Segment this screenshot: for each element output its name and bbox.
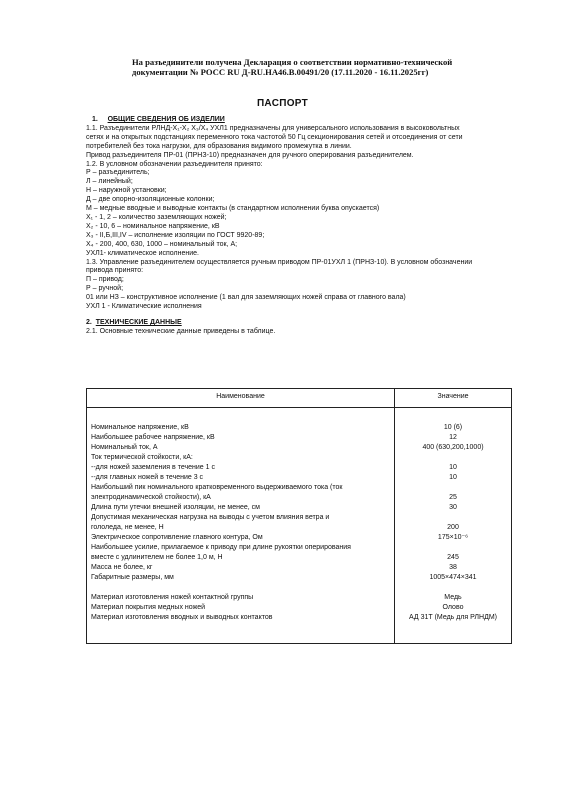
section-1-text [86, 125, 506, 312]
section-1-line: X₃ - II,Б,III,IV – исполнение изоляции по ГОСТ 9920-89; [86, 231, 265, 239]
section-1-line: П – привод; [86, 276, 124, 284]
section-2-heading [86, 319, 506, 328]
document-body [86, 116, 506, 337]
section-1-line: 1.2. В условном обозначении разъединителя принято: [86, 160, 263, 168]
parameter-value: 30 [449, 504, 457, 511]
parameter-name: Наибольшее рабочее напряжение, кВ [91, 434, 215, 441]
table-row [87, 553, 511, 563]
parameter-name: электродинамической стойкости), кА [91, 494, 211, 501]
parameter-name: Ток термической стойкости, кА: [91, 454, 193, 461]
table-row [87, 543, 511, 553]
parameter-value: 200 [447, 524, 459, 531]
section-1-line: Д – две опорно-изоляционные колонки; [86, 196, 215, 204]
section-1-line: УХЛ 1 - Климатические исполнения [86, 303, 202, 311]
parameter-name: Материал изготовления вводных и выводных контактов [91, 614, 273, 621]
table-row [87, 573, 511, 583]
parameter-value: 245 [447, 554, 459, 561]
section-1-line: сетях и на открытых подстанциях переменного тока частотой 50 Гц секционирования сетей и отсоединения от сети [86, 133, 463, 141]
section-1-line: 1.1. Разъединители РЛНД-X₁-X₂ X₃/X₄ УХЛ1 предназначены для универсального использования в высоковольтных [86, 124, 460, 132]
table-row [87, 563, 511, 573]
section-1-line: Н – наружной установки; [86, 187, 167, 195]
section-1-line: потребителей без тока нагрузки, для образования видимого промежутка в линии. [86, 142, 352, 150]
table-row [87, 433, 511, 443]
parameter-value: 1005×474×341 [429, 574, 477, 581]
parameter-value: 10 [449, 474, 457, 481]
section-2-number: 2. [86, 318, 92, 326]
parameter-name: Наибольший пик номинального кратковременного выдерживаемого тока (ток [91, 484, 343, 491]
column-header-name: Наименование [216, 393, 265, 400]
declaration-note [132, 57, 512, 77]
section-1-line: Р – разъединитель; [86, 169, 150, 177]
section-1-line: X₁ - 1, 2 – количество заземляющих ножей; [86, 213, 227, 221]
declaration-line-2: документации № РОСС RU Д-RU.НА46.В.00491/20 (17.11.2020 - 16.11.2025гг) [132, 67, 429, 77]
parameter-value: Медь [444, 594, 462, 601]
table-row [87, 423, 511, 433]
section-1-line: Р – ручной; [86, 285, 124, 293]
parameter-name: Материал покрытия медных ножей [91, 604, 206, 611]
section-2-title: ТЕХНИЧЕСКИЕ ДАННЫЕ [95, 318, 182, 326]
section-1-heading [86, 116, 506, 125]
section-2-intro: 2.1. Основные технические данные приведены в таблице. [86, 327, 276, 335]
parameter-name: Допустимая механическая нагрузка на выводы с учетом влияния ветра и [91, 514, 330, 521]
parameter-value: Олово [442, 604, 464, 611]
section-1-line: 01 или НЗ – конструктивное исполнение (1 вал для заземляющих ножей справа от главного вала) [86, 294, 406, 302]
section-1-line: Привод разъединителя ПР-01 (ПРНЗ-10) предназначен для ручного оперирования разъединителем. [86, 151, 414, 159]
parameter-name: Номинальное напряжение, кВ [91, 424, 189, 431]
table-row [87, 513, 511, 523]
table-row [87, 483, 511, 493]
section-1-line: Л – линейный; [86, 178, 133, 186]
section-1-line: 1.3. Управление разъединителем осуществляется ручным приводом ПР-01УХЛ 1 (ПРНЗ-10). В условном обозначении [86, 258, 473, 266]
parameter-name: --для ножей заземления в течение 1 с [91, 464, 215, 471]
section-1-line: УХЛ1- климатическое исполнение. [86, 249, 199, 257]
table-row [87, 593, 511, 603]
parameter-value: 10 (6) [443, 424, 463, 431]
parameter-value: 400 (630,200,1000) [422, 444, 484, 451]
parameter-name: вместе с удлинителем не более 1,0 м, Н [91, 554, 223, 561]
parameter-name: Длина пути утечки внешней изоляции, не менее, см [91, 504, 260, 511]
table-row [87, 613, 511, 623]
parameter-name: Номинальный ток, А [91, 444, 158, 451]
section-1-line: X₂ - 10, 6 – номинальное напряжение, кВ [86, 222, 220, 230]
table-row [87, 493, 511, 503]
parameter-value: 38 [449, 564, 457, 571]
parameter-value: АД 31Т (Медь для РЛНДМ) [409, 614, 497, 621]
section-1-line: X₄ - 200, 400, 630, 1000 – номинальный ток, А; [86, 240, 238, 248]
table-row [87, 473, 511, 483]
parameter-name: Электрическое сопротивление главного контура, Ом [91, 534, 263, 541]
parameter-name: --для главных ножей в течение 3 с [91, 474, 204, 481]
table-row [87, 443, 511, 453]
section-1-line: привода принято: [86, 267, 144, 275]
parameter-name: гололеда, не менее, Н [91, 524, 164, 531]
parameter-value: 25 [449, 494, 457, 501]
parameter-value: 10 [449, 464, 457, 471]
table-row [87, 463, 511, 473]
table-row [87, 503, 511, 513]
declaration-line-1: На разъединители получена Декларация о соответствии нормативно-технической [132, 57, 453, 67]
table-header [87, 389, 511, 408]
parameter-value: 175×10⁻⁶ [437, 534, 469, 541]
table-row [87, 453, 511, 463]
table-row [87, 523, 511, 533]
section-1-line: М – медные вводные и выводные контакты (в стандартном исполнении буква опускается) [86, 205, 380, 213]
table-row [87, 533, 511, 543]
parameter-name: Наибольшее усилие, прилагаемое к приводу при длине рукоятки оперирования [91, 544, 351, 551]
page-title: ПАСПОРТ [256, 98, 309, 109]
table-row [87, 603, 511, 613]
parameter-name: Габаритные размеры, мм [91, 574, 174, 581]
tech-data-table [86, 388, 512, 644]
parameter-value: 12 [449, 434, 457, 441]
parameter-name: Масса не более, кг [91, 564, 153, 571]
section-1-number: 1. [92, 116, 98, 123]
parameter-name: Материал изготовления ножей контактной группы [91, 594, 254, 601]
section-1-title: ОБЩИЕ СВЕДЕНИЯ ОБ ИЗДЕЛИИ [107, 116, 225, 123]
column-header-value: Значение [437, 393, 469, 400]
